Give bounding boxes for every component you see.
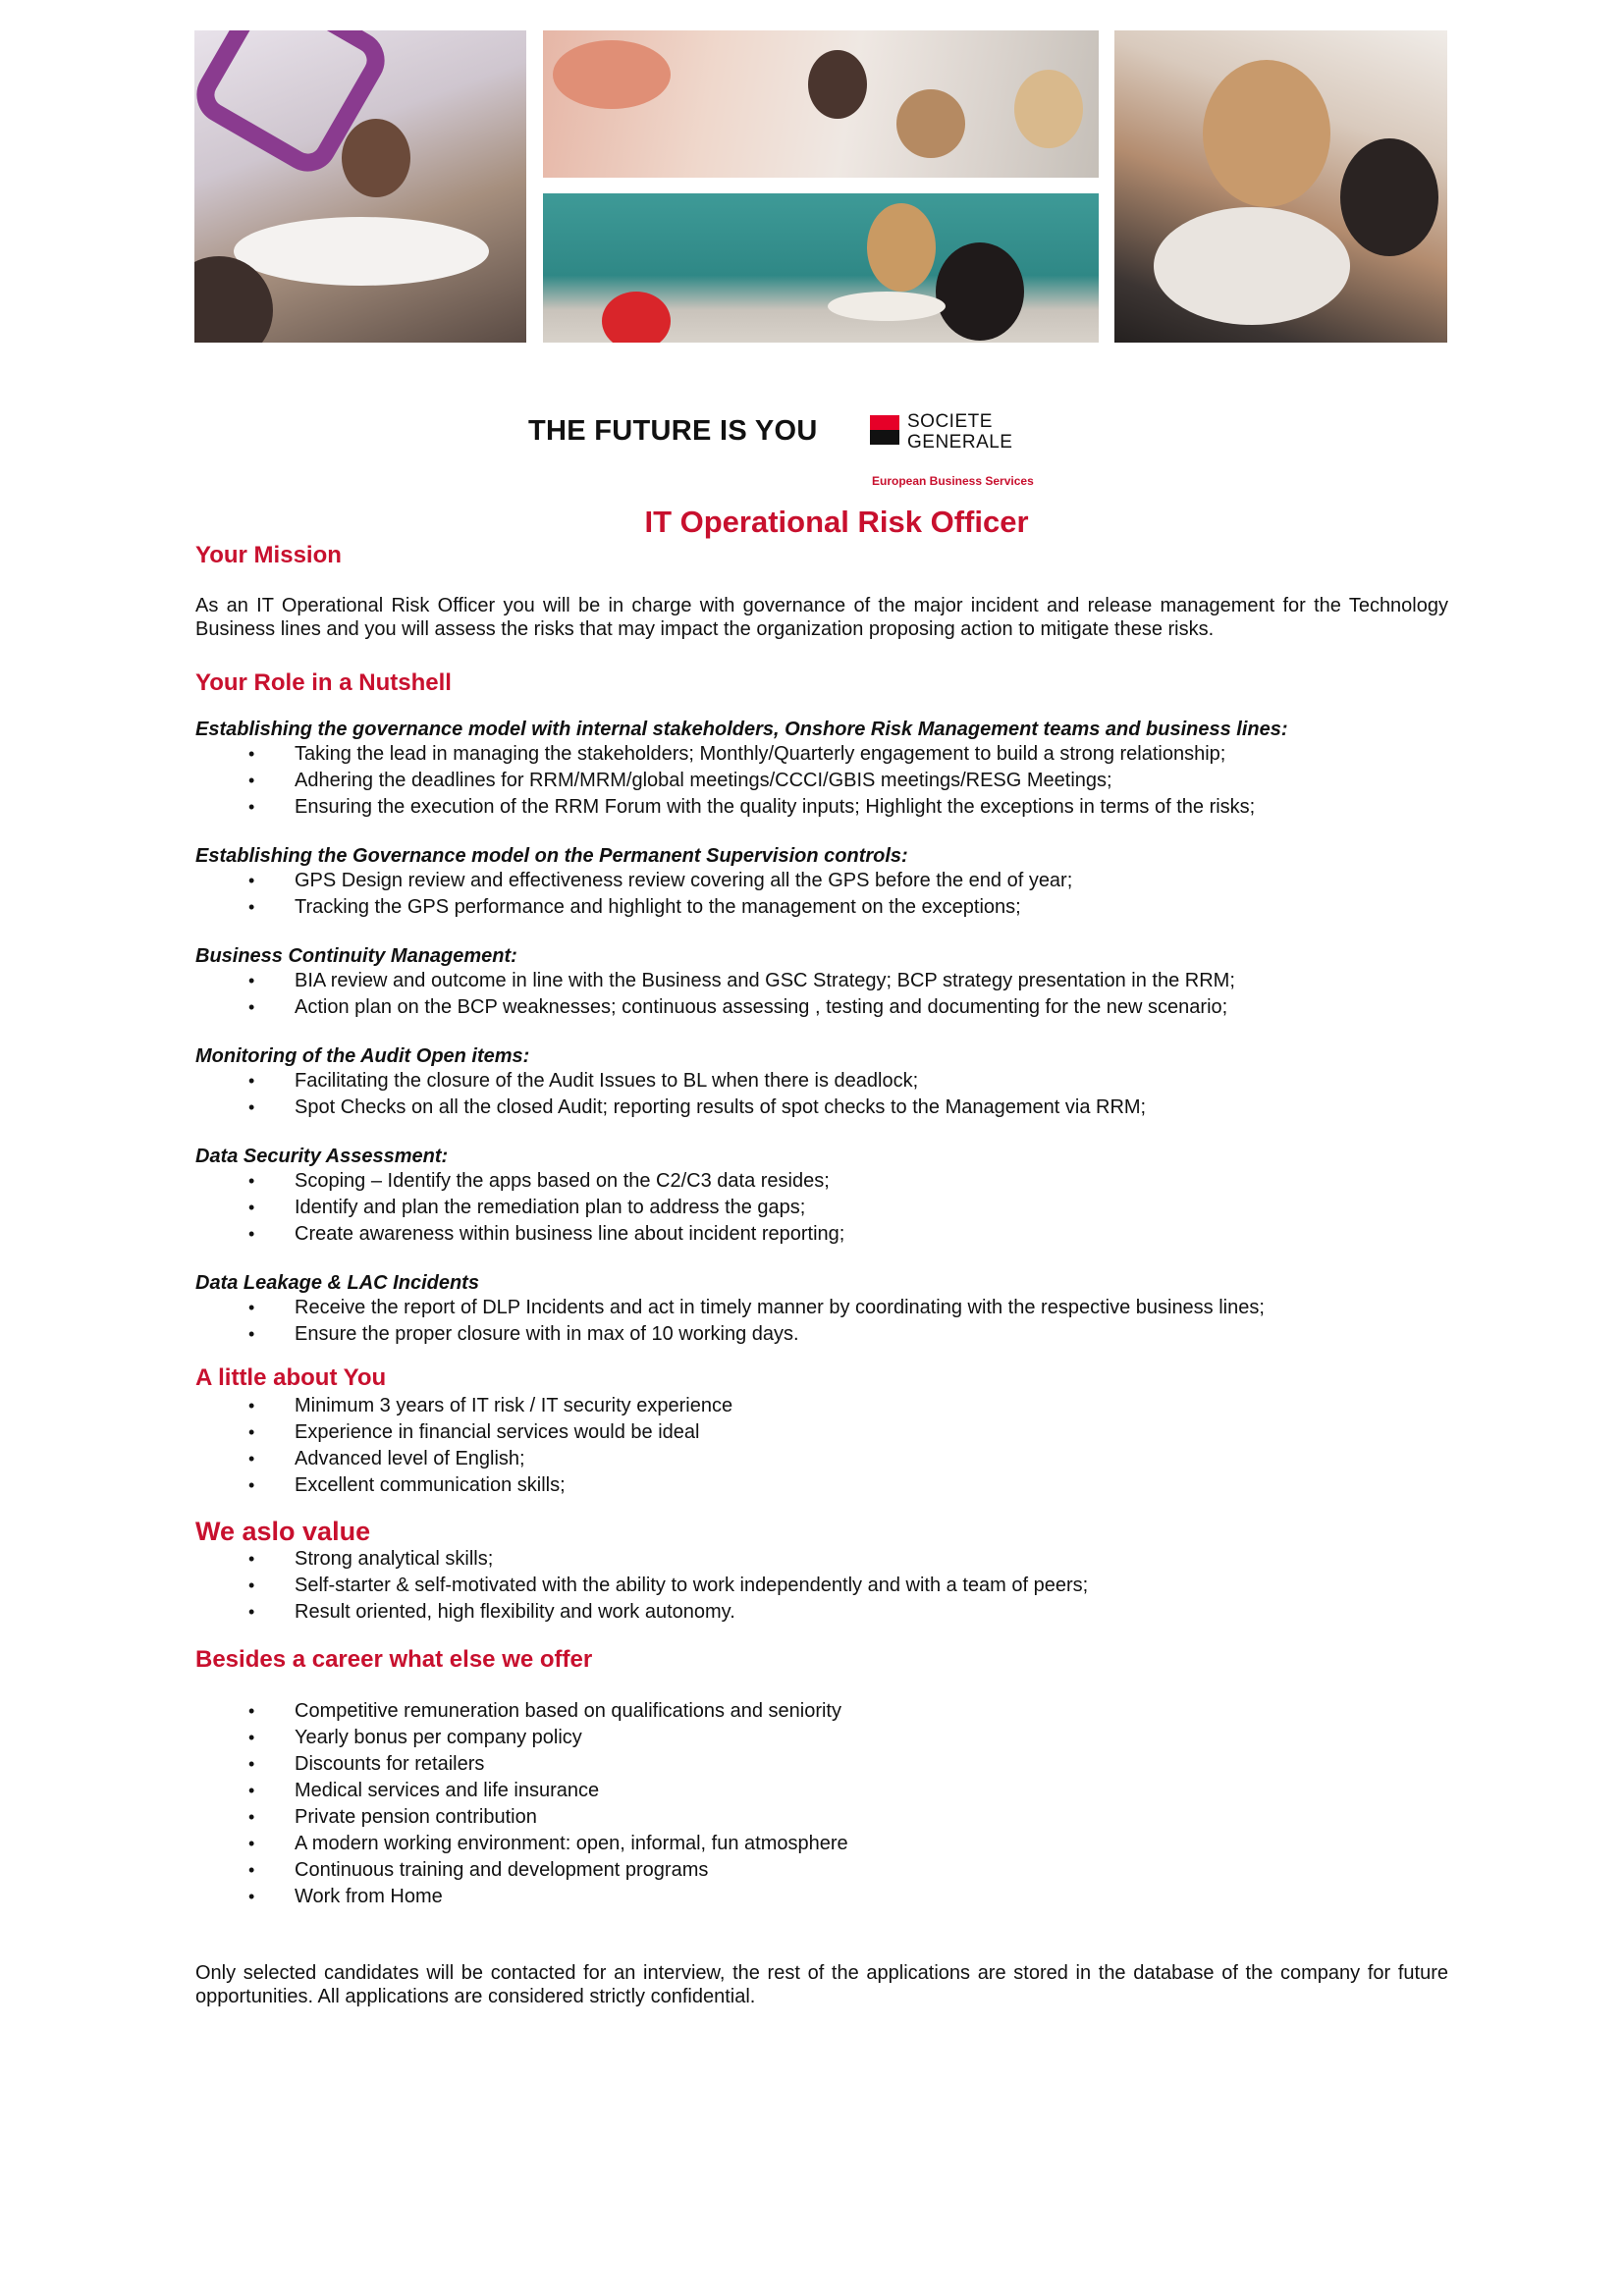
bullet-icon: • [248,1860,255,1880]
bullet-icon: • [248,1097,255,1117]
list-item: • Ensure the proper closure with in max of 10 working days. [195,1321,1448,1348]
list-item: • GPS Design review and effectiveness review covering all the GPS before the end of year; [195,868,1448,894]
role-group-title: Monitoring of the Audit Open items: [195,1045,530,1067]
list-item: • Tracking the GPS performance and highlight to the management on the exceptions; [195,894,1448,921]
list-item: • Medical services and life insurance [195,1778,1448,1804]
meeting-room-photo [543,193,1099,343]
list-item: • Facilitating the closure of the Audit Issues to BL when there is deadlock; [195,1068,1448,1095]
role-group-list [195,968,1448,1021]
bullet-icon: • [248,1224,255,1244]
list-item: • Action plan on the BCP weaknesses; continuous assessing , testing and documenting for the new scenario; [195,994,1448,1021]
list-item: • Adhering the deadlines for RRM/MRM/global meetings/CCCI/GBIS meetings/RESG Meetings; [195,768,1448,794]
list-item: • Receive the report of DLP Incidents and act in timely manner by coordinating with the respective business lines; [195,1295,1448,1321]
bullet-icon: • [248,1781,255,1800]
list-item: • A modern working environment: open, informal, fun atmosphere [195,1831,1448,1857]
bullet-icon: • [248,1171,255,1191]
job-description [195,504,1448,2008]
list-item: • Spot Checks on all the closed Audit; reporting results of spot checks to the Management via RRM; [195,1095,1448,1121]
bullet-icon: • [248,1754,255,1774]
role-heading: Your Role in a Nutshell [195,669,452,696]
list-item: • Minimum 3 years of IT risk / IT security experience [195,1393,1448,1419]
role-group-title: Establishing the Governance model on the Permanent Supervision controls: [195,845,908,867]
list-item: • Competitive remuneration based on qualifications and seniority [195,1698,1448,1725]
role-group-title: Data Leakage & LAC Incidents [195,1272,479,1294]
bullet-icon: • [248,1324,255,1344]
page-title: IT Operational Risk Officer [644,505,1029,539]
bullet-icon: • [248,1807,255,1827]
role-group-title: Business Continuity Management: [195,945,517,967]
list-item: • BIA review and outcome in line with the Business and GSC Strategy; BCP strategy presentation in the RRM; [195,968,1448,994]
role-group-list [195,1295,1448,1348]
role-group-list [195,741,1448,821]
team-collaboration-photo [543,30,1099,178]
list-item: • Private pension contribution [195,1804,1448,1831]
bullet-icon: • [248,1449,255,1468]
list-item: • Experience in financial services would be ideal [195,1419,1448,1446]
logo-slogan: THE FUTURE IS YOU [528,415,818,447]
bullet-icon: • [248,1396,255,1415]
list-item: • Strong analytical skills; [195,1546,1448,1573]
about-list [195,1393,1448,1499]
logo-brand-name: SOCIETE GENERALE [907,411,1013,453]
list-item: • Yearly bonus per company policy [195,1725,1448,1751]
bullet-icon: • [248,1834,255,1853]
closing-note: Only selected candidates will be contacted for an interview, the rest of the applications are stored in the database of the company for future opportunities. All applications are considered strictly confidential. [195,1962,1448,2007]
list-item: • Taking the lead in managing the stakeholders; Monthly/Quarterly engagement to build a strong relationship; [195,741,1448,768]
role-group-title: Data Security Assessment: [195,1146,449,1167]
logo-subtitle: European Business Services [872,474,1034,488]
bullet-icon: • [248,1602,255,1622]
value-list [195,1546,1448,1626]
list-item: • Excellent communication skills; [195,1472,1448,1499]
list-item: • Create awareness within business line about incident reporting; [195,1221,1448,1248]
bullet-icon: • [248,1071,255,1091]
office-meeting-photo [194,30,526,343]
bullet-icon: • [248,1575,255,1595]
bullet-icon: • [248,797,255,817]
list-item: • Result oriented, high flexibility and work autonomy. [195,1599,1448,1626]
bullet-icon: • [248,744,255,764]
value-heading: We aslo value [195,1517,371,1546]
bullet-icon: • [248,1422,255,1442]
bullet-icon: • [248,997,255,1017]
bullet-icon: • [248,897,255,917]
bullet-icon: • [248,1728,255,1747]
list-item: • Identify and plan the remediation plan to address the gaps; [195,1195,1448,1221]
bullet-icon: • [248,871,255,890]
list-item: • Self-starter & self-motivated with the ability to work independently and with a team of peers; [195,1573,1448,1599]
list-item: • Advanced level of English; [195,1446,1448,1472]
bullet-icon: • [248,1198,255,1217]
role-group-list [195,868,1448,921]
list-item: • Continuous training and development programs [195,1857,1448,1884]
role-group-list [195,1168,1448,1248]
mission-heading: Your Mission [195,542,342,568]
list-item: • Ensuring the execution of the RRM Forum with the quality inputs; Highlight the exceptions in terms of the risks; [195,794,1448,821]
offer-heading: Besides a career what else we offer [195,1646,593,1673]
list-item: • Discounts for retailers [195,1751,1448,1778]
bullet-icon: • [248,1549,255,1569]
bullet-icon: • [248,971,255,990]
bullet-icon: • [248,1701,255,1721]
about-heading: A little about You [195,1364,387,1391]
list-item: • Scoping – Identify the apps based on the C2/C3 data resides; [195,1168,1448,1195]
mission-text: As an IT Operational Risk Officer you will be in charge with governance of the major incident and release management for the Technology Business lines and you will assess the risks that may impact the organization proposing action to mitigate these risks. [195,595,1448,640]
bullet-icon: • [248,1298,255,1317]
societe-generale-logo [526,411,1115,496]
role-group-list [195,1068,1448,1121]
list-item: • Work from Home [195,1884,1448,1910]
bullet-icon: • [248,771,255,790]
bullet-icon: • [248,1475,255,1495]
role-group-title: Establishing the governance model with internal stakeholders, Onshore Risk Management teams and business lines: [195,719,1288,740]
offer-list [195,1698,1448,1910]
brand-square-icon [870,415,899,445]
colleagues-at-computer-photo [1114,30,1447,343]
bullet-icon: • [248,1887,255,1906]
